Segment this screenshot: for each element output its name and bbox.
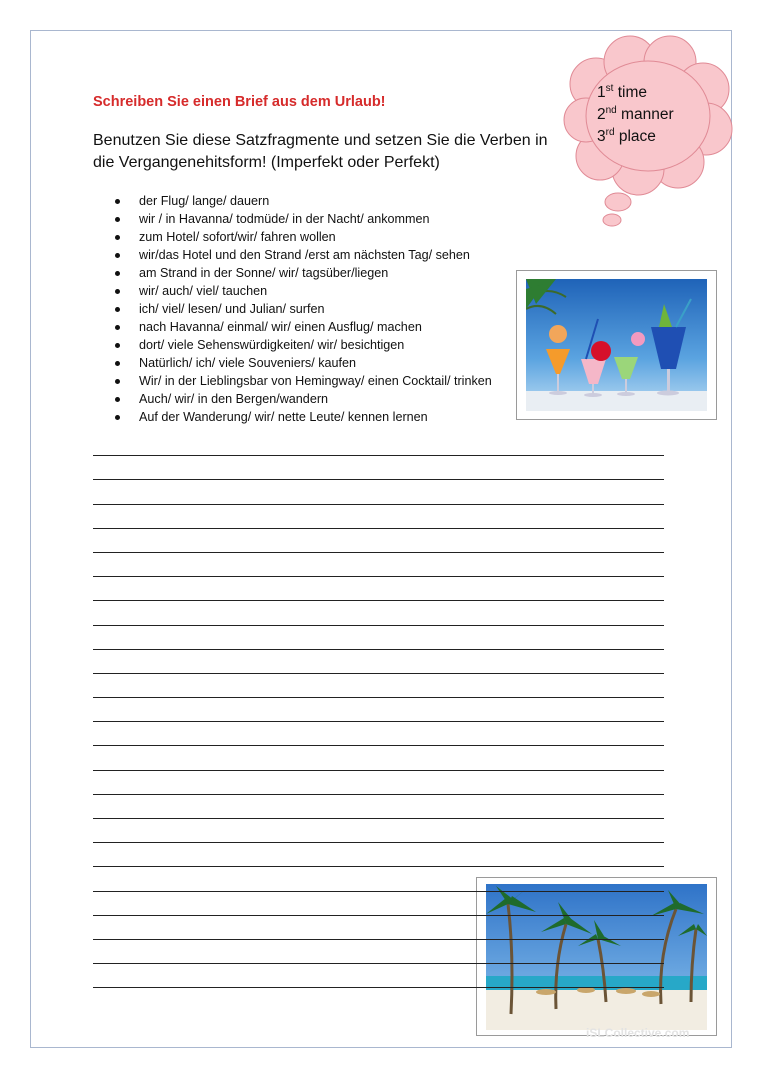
cloud-item-word: place: [614, 128, 656, 145]
cloud-item: [597, 104, 674, 126]
cloud-item-word: manner: [616, 106, 674, 123]
writing-line[interactable]: [93, 819, 664, 843]
fragment-item: wir/das Hotel und den Strand /erst am nächsten Tag/ sehen: [112, 246, 492, 264]
fragment-item: wir/ auch/ viel/ tauchen: [112, 282, 492, 300]
fragment-item: Auf der Wanderung/ wir/ nette Leute/ kennen lernen: [112, 408, 492, 426]
writing-line[interactable]: [93, 601, 664, 625]
writing-line[interactable]: [93, 553, 664, 577]
fragment-item: Auch/ wir/ in den Bergen/wandern: [112, 390, 492, 408]
writing-line[interactable]: [93, 577, 664, 601]
fragment-item: zum Hotel/ sofort/wir/ fahren wollen: [112, 228, 492, 246]
fragment-list: [112, 192, 492, 426]
cloud-item: [597, 82, 674, 104]
fragment-item: nach Havanna/ einmal/ wir/ einen Ausflug/ machen: [112, 318, 492, 336]
writing-line[interactable]: [93, 456, 664, 480]
writing-line[interactable]: [93, 480, 664, 504]
cloud-item-word: time: [613, 84, 647, 101]
worksheet-title: Schreiben Sie einen Brief aus dem Urlaub!: [93, 94, 386, 110]
cloud-item-number: 2: [597, 106, 606, 123]
fragment-item: am Strand in der Sonne/ wir/ tagsüber/liegen: [112, 264, 492, 282]
fragment-item: Wir/ in der Lieblingsbar von Hemingway/ einen Cocktail/ trinken: [112, 372, 492, 390]
watermark-text: iSLCollective.com: [586, 1026, 690, 1040]
cloud-item-suffix: st: [605, 83, 614, 94]
cloud-order-list: [597, 82, 674, 148]
fragment-item: dort/ viele Sehenswürdigkeiten/ wir/ besichtigen: [112, 336, 492, 354]
writing-line[interactable]: [93, 795, 664, 819]
writing-line[interactable]: [93, 771, 664, 795]
cloud-item: [597, 126, 674, 148]
writing-line[interactable]: [93, 650, 664, 674]
fragment-item: ich/ viel/ lesen/ und Julian/ surfen: [112, 300, 492, 318]
cloud-item-suffix: nd: [605, 105, 617, 116]
fragment-item: Natürlich/ ich/ viele Souveniers/ kaufen: [112, 354, 492, 372]
writing-line[interactable]: [93, 964, 664, 988]
cloud-item-suffix: rd: [605, 127, 615, 138]
writing-lines: [93, 432, 664, 988]
cloud-item-number: 3: [597, 128, 606, 145]
writing-line[interactable]: [93, 940, 664, 964]
writing-line[interactable]: [93, 916, 664, 940]
instructions-text: Benutzen Sie diese Satzfragmente und setzen Sie die Verben in die Vergangenehitsform! (Imperfekt oder Perfekt): [93, 132, 548, 171]
cloud-item-number: 1: [597, 84, 606, 101]
cocktails-photo-icon: [526, 279, 707, 411]
writing-line[interactable]: [93, 626, 664, 650]
writing-line[interactable]: [93, 867, 664, 891]
fragment-item: wir / in Havanna/ todmüde/ in der Nacht/ ankommen: [112, 210, 492, 228]
writing-line[interactable]: [93, 722, 664, 746]
fragment-item: der Flug/ lange/ dauern: [112, 192, 492, 210]
writing-line[interactable]: [93, 746, 664, 770]
writing-line[interactable]: [93, 432, 664, 456]
writing-line[interactable]: [93, 674, 664, 698]
writing-line[interactable]: [93, 843, 664, 867]
writing-line[interactable]: [93, 505, 664, 529]
writing-line[interactable]: [93, 698, 664, 722]
writing-line[interactable]: [93, 892, 664, 916]
writing-line[interactable]: [93, 529, 664, 553]
cocktails-photo: [516, 270, 717, 420]
